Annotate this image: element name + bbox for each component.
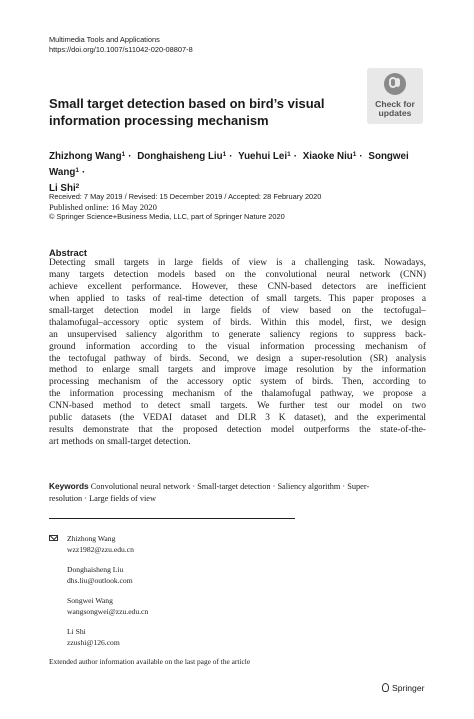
author[interactable]: Li Shi$^2$: [49, 183, 80, 194]
check-for-updates-badge[interactable]: [367, 68, 423, 124]
abstract-line: when applied to tasks of real-time detection of small targets. This paper proposes a: [49, 293, 426, 304]
badge-line-2: updates: [378, 108, 412, 118]
keywords-label: Keywords: [49, 481, 89, 491]
abstract-line: public datasets (the VEDAI dataset and DLR 3 K dataset), and the experimental: [49, 413, 426, 424]
journal-name: Multimedia Tools and Applications: [49, 35, 160, 44]
abstract-line: achieve excellent performance. However, these CNN-based detectors are inefficient: [49, 281, 426, 292]
springer-horse-icon: [382, 683, 389, 692]
contact-email[interactable]: wzz1982@zzu.edu.cn: [67, 545, 134, 554]
abstract-line: art methods on small-target detection.: [49, 437, 191, 448]
author[interactable]: Songwei Wang$^1$: [49, 151, 409, 178]
abstract-line: an unsupervised saliency algorithm to generate saliency regions to suppress back-: [49, 329, 426, 340]
publisher-logo: [382, 683, 424, 693]
paper-title: [49, 96, 349, 129]
crossmark-icon: [384, 73, 406, 95]
publisher-name: Springer: [392, 683, 425, 693]
author[interactable]: Donghaisheng Liu$^1$: [137, 151, 227, 162]
title-line-2: information processing mechanism: [49, 112, 269, 128]
keywords-line-2: resolution · Large fields of view: [49, 494, 156, 503]
contact-entry: [67, 564, 133, 586]
abstract-line: Detecting small targets in large fields of view is a challenging task. Nowadays,: [49, 258, 426, 268]
badge-line-1: Check for: [375, 99, 415, 109]
journal-doi[interactable]: https://doi.org/10.1007/s11042-020-08807-8: [49, 45, 193, 54]
abstract-line: processing mechanism of the accessory optic system of birds. Then, according to: [49, 377, 426, 388]
abstract-body: [49, 258, 426, 449]
abstract-line: thalamofugal–accessory optic system of birds. Within this model, first, we design: [49, 317, 426, 328]
copyright: © Springer Science+Business Media, LLC, part of Springer Nature 2020: [49, 212, 285, 221]
envelope-icon: [49, 535, 58, 541]
abstract-line: CNN-based method to detect small targets. We further test our model on two: [49, 401, 426, 412]
contact-email[interactable]: zzushi@126.com: [67, 638, 120, 647]
contact-name: Donghaisheng Liu: [67, 565, 124, 574]
contact-name: Zhizhong Wang: [67, 534, 116, 543]
abstract-line: small-target detection model in large fields of view based on the tectofugal–: [49, 305, 426, 316]
author[interactable]: Xiaoke Niu$^1$: [302, 151, 357, 162]
contact-entry: [67, 626, 120, 648]
author-info-note: Extended author information available on the last page of the article: [49, 657, 251, 666]
abstract-line: many targets detection models based on the convolutional neural network (CNN): [49, 269, 426, 280]
title-line-1: Small target detection based on bird’s visual: [49, 96, 325, 111]
publication-dates: [49, 192, 321, 222]
abstract-line: ground information according to the visual information processing mechanism of: [49, 341, 426, 352]
keywords-line-1: Convolutional neural network · Small-target detection · Saliency algorithm · Super-: [90, 482, 370, 491]
author[interactable]: Zhizhong Wang$^1$: [49, 151, 126, 162]
abstract-heading: Abstract: [49, 247, 88, 258]
footnote-divider: [49, 518, 295, 519]
abstract-line: results demonstrate that the proposed detection model outperforms the state-of-the-: [49, 425, 426, 436]
abstract-line: the tectofugal pathway of birds. Second, we design a super-resolution (SR) analysis: [49, 353, 426, 364]
journal-header: [49, 35, 193, 55]
contact-email[interactable]: dhs.liu@outlook.com: [67, 576, 133, 585]
abstract-line: the information processing mechanism of the thalamofugal pathway, we propose a: [49, 389, 426, 400]
author[interactable]: Yuehui Lei$^1$: [238, 151, 291, 162]
contact-name: Songwei Wang: [67, 596, 113, 605]
contact-name: Li Shi: [67, 627, 86, 636]
published-online: Published online: 16 May 2020: [49, 202, 157, 212]
date-history: Received: 7 May 2019 / Revised: 15 December 2019 / Accepted: 28 February 2020: [49, 192, 322, 201]
author-list: Zhizhong Wang$^1$ · Donghaisheng Liu$^1$ · Yuehui Lei$^1$ · Xiaoke Niu$^1$ · Songwei Wang$^1$ · Li Shi$^2$: [49, 151, 409, 194]
keywords: [49, 480, 426, 505]
contact-entry: [67, 533, 134, 555]
contact-email[interactable]: wangsongwei@zzu.edu.cn: [67, 607, 149, 616]
abstract-line: method to enlarge small targets and improve image resolution by the information: [49, 365, 426, 376]
contact-entry: [67, 595, 148, 617]
